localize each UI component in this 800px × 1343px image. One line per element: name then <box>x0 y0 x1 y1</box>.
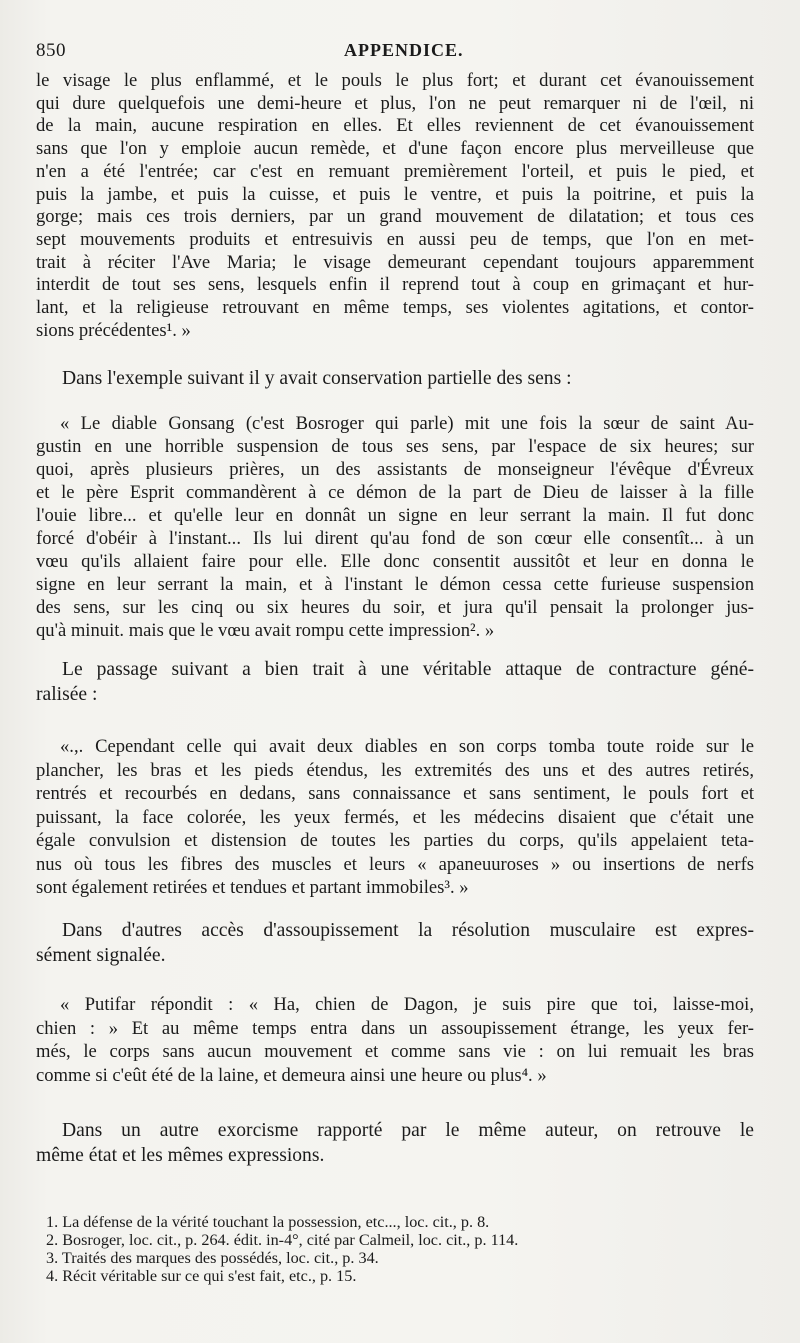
text-line: ralisée : <box>36 684 98 705</box>
text-line: n'en a été l'entrée; car c'est en remuant premièrement l'orteil, et puis le pied, et <box>36 160 754 182</box>
text-line: égale convulsion et distension de toutes les parties du corps, qu'ils appelaient teta- <box>36 830 754 851</box>
text-line: gorge; mais ces trois derniers, par un grand mouvement de dilatation; et tous ces <box>36 206 754 228</box>
footnote-1: 1. La défense de la vérité touchant la possession, etc..., loc. cit., p. 8. <box>46 1213 490 1231</box>
quote-gonsang <box>36 412 754 642</box>
text-line: qu'à minuit. mais que le vœu avait rompu cette impression². » <box>36 620 495 641</box>
running-head: APPENDICE. <box>344 40 464 60</box>
text-line: sans que l'on y emploie aucun remède, et d'une façon encore plus merveilleuse que <box>36 138 754 160</box>
text-line: chien : » Et au même temps entra dans un assoupissement étrange, les yeux fer- <box>36 1017 754 1039</box>
text-line: sément signalée. <box>36 945 166 966</box>
quote-putifar <box>36 993 754 1087</box>
text-line: forcé d'obéir à l'instant... Ils lui dirent qu'au fond de son cœur elle consentît... à un <box>36 528 754 549</box>
paragraph-1 <box>62 366 780 391</box>
text-line: Le passage suivant a bien trait à une véritable attaque de contracture géné- <box>62 659 754 680</box>
text-line: comme si c'eût été de la laine, et demeura ainsi une heure ou plus⁴. » <box>36 1064 547 1086</box>
text-line: des sens, sur les cinq ou six heures du soir, et jura qu'il pensait la prolonger jus- <box>36 597 754 618</box>
text-line: « Le diable Gonsang (c'est Bosroger qui parle) mit une fois la sœur de saint Au- <box>60 413 754 434</box>
paragraph-4 <box>36 1118 754 1168</box>
text-line: de la main, aucune respiration en elles. Et elles reviennent de cet évanouissement <box>36 115 754 137</box>
paragraph-3 <box>36 918 754 968</box>
text-line: plancher, les bras et les pieds étendus, les extremités des uns et des autres retirés, <box>36 759 754 781</box>
text-line: qui dure quelquefois une demi-heure et plus, l'on ne peut remarquer ni de l'œil, ni <box>36 92 754 114</box>
text-line: més, le corps sans aucun mouvement et comme sans vie : on lui remuait les bras <box>36 1041 754 1062</box>
text-line: l'ouie libre... et qu'elle leur en donnât un signe en leur serrant la main. Il fut donc <box>36 505 754 526</box>
text-line: vœu qu'ils allaient faire pour elle. Elle donc consentit aussitôt et leur en donna le <box>36 551 754 572</box>
text-line: rentrés et recourbés en dedans, sans connaissance et sans sentiment, le pouls fort et <box>36 783 754 804</box>
page-header <box>36 40 770 64</box>
text-line: «.,. Cependant celle qui avait deux diables en son corps tomba toute roide sur le <box>60 736 754 757</box>
text-line: gustin en une horrible suspension de tous ses sens, par l'espace de six heures; sur <box>36 436 754 457</box>
footnote-3: 3. Traités des marques des possédés, loc. cit., p. 34. <box>46 1249 379 1267</box>
text-line: « Putifar répondit : « Ha, chien de Dagon, je suis pire que toi, laisse-moi, <box>60 994 754 1015</box>
text-line: nus où tous les fibres des muscles et leurs « apaneuuroses » ou insertions de nerfs <box>36 853 754 875</box>
text-line: le visage le plus enflammé, et le pouls le plus fort; et durant cet évanouissement <box>36 70 754 91</box>
quote-continuation <box>36 70 754 342</box>
text-line: Dans un autre exorcisme rapporté par le même auteur, on retrouve le <box>62 1120 754 1141</box>
text-line: quoi, après plusieurs prières, un des assistants de monseigneur l'évêque d'Évreux <box>36 459 754 480</box>
text-line: interdit de tout ses sens, lesquels enfin il reprend tout à coup en grimaçant et hur- <box>36 274 754 296</box>
text-line: sions précédentes¹. » <box>36 319 191 341</box>
quote-tetanus <box>36 735 754 900</box>
text-line: trait à réciter l'Ave Maria; le visage demeurant cependant toujours apparemment <box>36 251 754 273</box>
page-number: 850 <box>36 40 66 61</box>
paragraph-2 <box>36 657 754 707</box>
footnote-2: 2. Bosroger, loc. cit., p. 264. édit. in-4°, cité par Calmeil, loc. cit., p. 114. <box>46 1231 519 1249</box>
text-line: sept mouvements produits et entresuivis en aussi peu de temps, que l'on en met- <box>36 228 754 250</box>
text-line: Dans d'autres accès d'assoupissement la résolution musculaire est expres- <box>62 920 754 941</box>
text-line: signe en leur serrant la main, et à l'instant le démon cessa cette furieuse suspension <box>36 574 754 595</box>
text-line: Dans l'exemple suivant il y avait conservation partielle des sens : <box>62 368 572 389</box>
text-line: lant, et la religieuse retrouvant en même temps, ses violentes agitations, et contor- <box>36 297 754 319</box>
text-line: même état et les mêmes expressions. <box>36 1145 325 1166</box>
text-line: puissant, la face colorée, les yeux fermés, et les médecins disaient que c'était une <box>36 806 754 828</box>
footnote-4: 4. Récit véritable sur ce qui s'est fait, etc., p. 15. <box>46 1267 357 1285</box>
footnotes <box>36 1213 736 1285</box>
text-line: sont également retirées et tendues et partant immobiles³. » <box>36 877 469 898</box>
text-line: puis la jambe, et puis la cuisse, et puis le ventre, et puis la poitrine, et puis la <box>36 183 754 205</box>
text-line: et le père Esprit commandèrent à ce démon de la part de Dieu de laisser à la fille <box>36 482 754 503</box>
